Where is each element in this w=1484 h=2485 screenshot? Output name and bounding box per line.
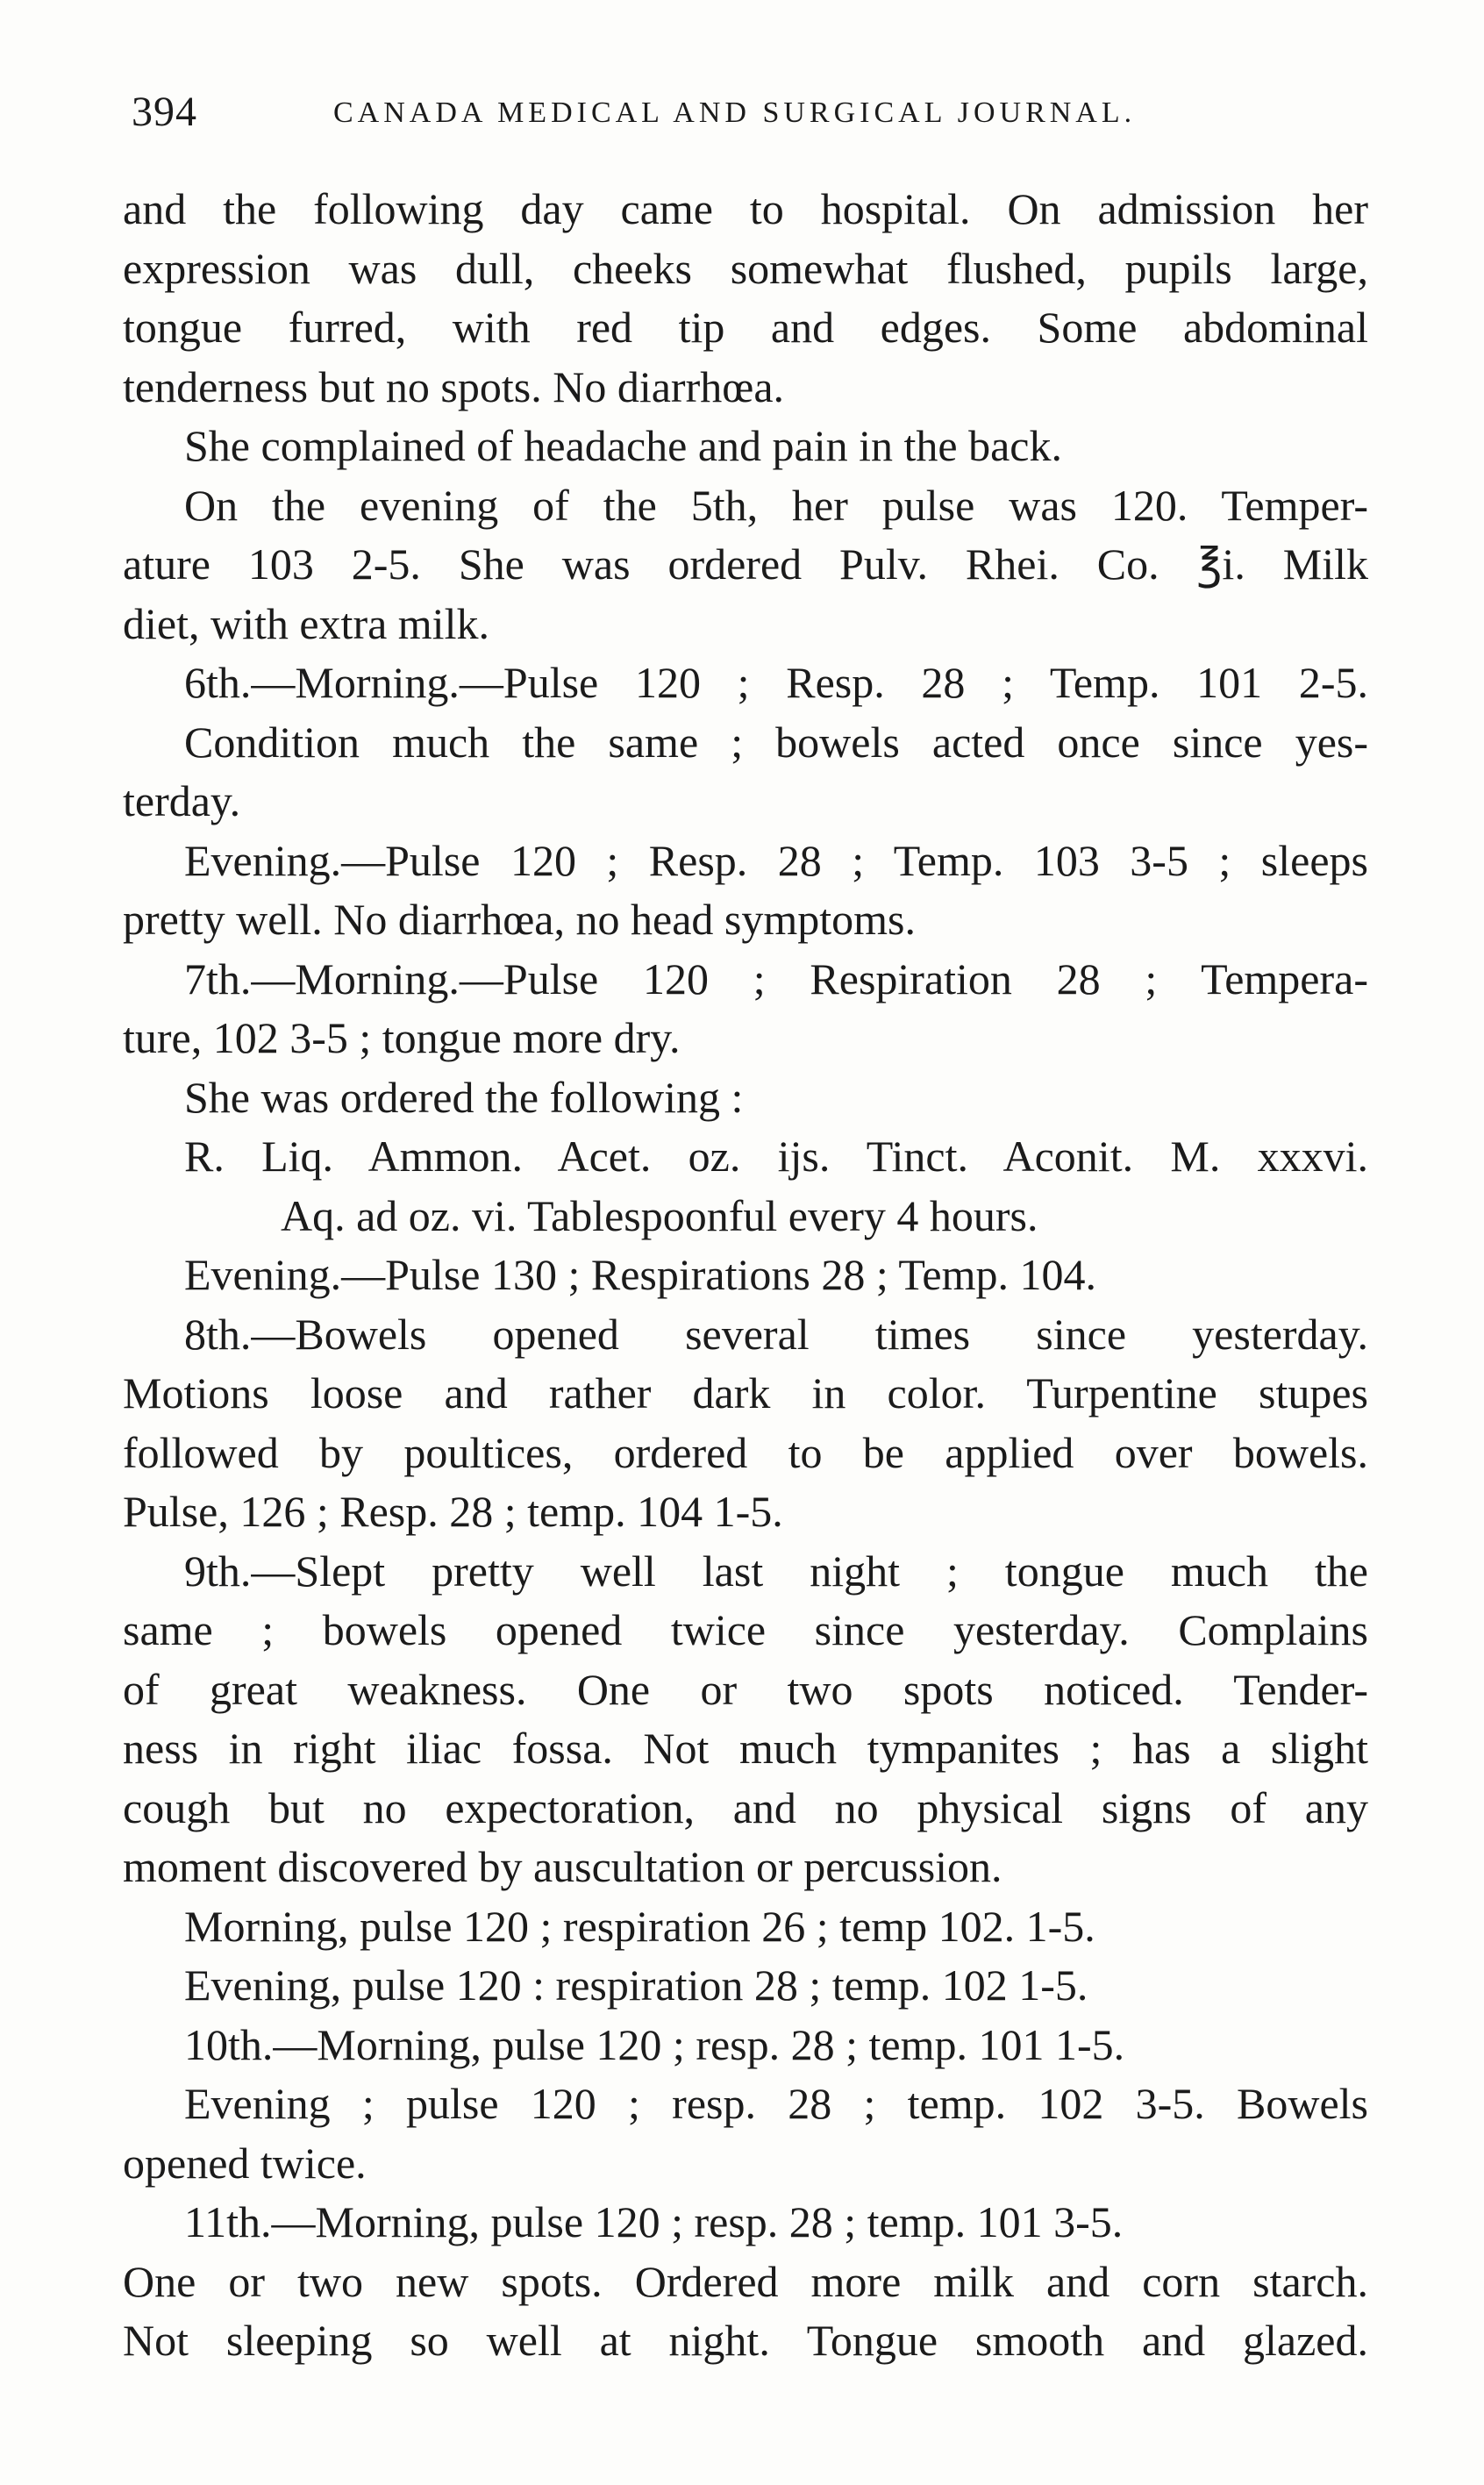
text-line: ature 103 2-5. She was ordered Pulv. Rhei. Co. ℥i. Milk (123, 539, 1368, 589)
text-line: same ; bowels opened twice since yesterday. Complains (123, 1605, 1368, 1654)
text-line: tenderness but no spots. No diarrhœa. (123, 361, 785, 411)
text-line: Motions loose and rather dark in color. Turpentine stupes (123, 1368, 1368, 1417)
text-line: Evening ; pulse 120 ; resp. 28 ; temp. 102 3-5. Bowels (184, 2079, 1368, 2128)
page-number: 394 (132, 89, 197, 135)
text-line: and the following day came to hospital. On admission her (123, 184, 1368, 233)
page-header (132, 81, 1377, 151)
text-line: opened twice. (123, 2138, 367, 2188)
text-line: 9th.—Slept pretty well last night ; tongue much the (184, 1546, 1368, 1596)
prescription-line: Aq. ad oz. vi. Tablespoonful every 4 hours. (281, 1190, 1038, 1240)
text-line: Morning, pulse 120 ; respiration 26 ; temp 102. 1-5. (184, 1901, 1095, 1951)
text-line: On the evening of the 5th, her pulse was 120. Temper- (184, 480, 1368, 530)
text-line: Evening, pulse 120 : respiration 28 ; temp. 102 1-5. (184, 1960, 1088, 2010)
text-line: tongue furred, with red tip and edges. Some abdominal (123, 303, 1368, 352)
text-line: 6th.—Morning.—Pulse 120 ; Resp. 28 ; Temp. 101 2-5. (184, 658, 1368, 707)
text-line: 7th.—Morning.—Pulse 120 ; Respiration 28 ; Tempera- (184, 953, 1368, 1003)
text-line: expression was dull, cheeks somewhat flushed, pupils large, (123, 243, 1368, 293)
text-line: 8th.—Bowels opened several times since yesterday. (184, 1309, 1368, 1359)
running-head: CANADA MEDICAL AND SURGICAL JOURNAL. (333, 96, 1137, 129)
article-body (123, 180, 1368, 2371)
text-line: Evening.—Pulse 130 ; Respirations 28 ; Temp. 104. (184, 1250, 1096, 1299)
text-line: of great weakness. One or two spots noticed. Tender- (123, 1664, 1368, 1714)
prescription-line: R. Liq. Ammon. Acet. oz. ijs. Tinct. Aconit. M. xxxvi. (184, 1132, 1368, 1181)
text-line: 10th.—Morning, pulse 120 ; resp. 28 ; temp. 101 1-5. (184, 2019, 1125, 2069)
text-line: ture, 102 3-5 ; tongue more dry. (123, 1013, 681, 1062)
text-line: pretty well. No diarrhœa, no head symptoms. (123, 895, 916, 944)
text-line: terday. (123, 776, 241, 825)
text-line: 11th.—Morning, pulse 120 ; resp. 28 ; temp. 101 3-5. (184, 2197, 1124, 2246)
text-line: cough but no expectoration, and no physical signs of any (123, 1782, 1368, 1832)
text-line: Condition much the same ; bowels acted once since yes- (184, 717, 1368, 767)
text-line: Pulse, 126 ; Resp. 28 ; temp. 104 1-5. (123, 1487, 783, 1536)
text-line: She was ordered the following : (184, 1072, 744, 1122)
text-line: moment discovered by auscultation or percussion. (123, 1842, 1002, 1891)
text-line: ness in right iliac fossa. Not much tympanites ; has a slight (123, 1724, 1368, 1773)
text-line: followed by poultices, ordered to be applied over bowels. (123, 1427, 1368, 1477)
text-line: She complained of headache and pain in the back. (184, 421, 1063, 470)
text-line: Not sleeping so well at night. Tongue smooth and glazed. (123, 2316, 1368, 2365)
text-line: diet, with extra milk. (123, 598, 489, 648)
text-line: Evening.—Pulse 120 ; Resp. 28 ; Temp. 103 3-5 ; sleeps (184, 835, 1368, 885)
text-line: One or two new spots. Ordered more milk and corn starch. (123, 2256, 1368, 2306)
